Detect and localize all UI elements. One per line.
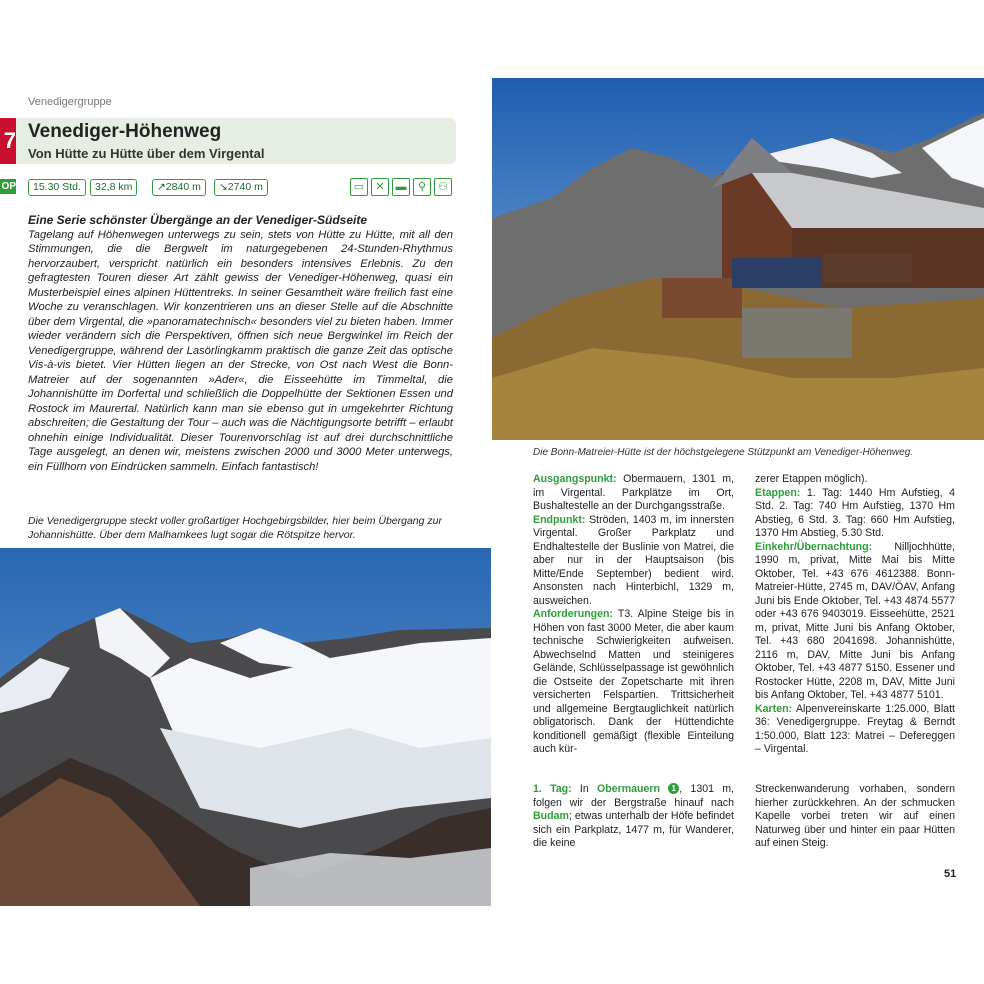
- info-column-2: [755, 473, 955, 757]
- tour-subtitle: Von Hütte zu Hütte über dem Virgental: [28, 146, 265, 161]
- mountain-panorama-photo: [0, 548, 491, 906]
- start-text: Obermauern, 1301 m, im Virgental. Parkplätze im Ort, Bushaltestelle an der Durchgangsstraße.: [533, 473, 734, 512]
- requirements-label: Anforderungen:: [533, 608, 614, 620]
- start-label: Ausgangspunkt:: [533, 473, 617, 485]
- caption-right: Die Bonn-Matreier-Hütte ist der höchstgelegene Stützpunkt am Venediger-Höhenweg.: [533, 447, 914, 458]
- route-text-2: ; etwas unterhalb der Höfe befindet sich ein Parkplatz, 1477 m, für Wanderer, die keine: [533, 810, 734, 849]
- intro-heading: Eine Serie schönster Übergänge an der Venediger-Südseite: [28, 213, 367, 227]
- route-text-1: , 1301 m, folgen wir der Bergstraße hinauf nach: [533, 783, 735, 809]
- hut-photo: [492, 78, 984, 440]
- stages-text: 1. Tag: 1440 Hm Aufstieg, 4 Std. 2. Tag: 740 Hm Aufstieg, 1370 Hm Abstieg, 6 Std. 3. Tag: 660 Hm Aufstieg, 1370 Hm Abstieg, 5.30 Std.: [755, 486, 955, 539]
- route-in: In: [579, 783, 589, 795]
- hut-bed-icon: ▬: [392, 178, 410, 196]
- descent-badge: ↘2740 m: [214, 179, 268, 196]
- intro-section: [28, 213, 453, 474]
- duration-badge: 15.30 Std.: [28, 179, 86, 196]
- route-column-2: [755, 783, 955, 851]
- end-text: Ströden, 1403 m, im innersten Virgental. Großer Parkplatz und Endhaltestelle der Buslinie von Matrei, die aber nur in der Hauptsaison (bis Mitte/Ende September) bedient wird. Ansonsten nach Hinterbichl, 1329 m, ausweichen.: [533, 513, 734, 607]
- accommodation-label: Einkehr/Übernachtung:: [755, 540, 873, 553]
- caption-left: Die Venedigergruppe steckt voller großartiger Hochgebirgsbilder, hier beim Übergang zur Johannishütte. Über dem Malhamkees lugt sogar die Rötspitze hervor.: [28, 515, 442, 541]
- end-label: Endpunkt:: [533, 513, 586, 526]
- ascent-badge: ↗2840 m: [152, 179, 206, 196]
- page-number: 51: [944, 868, 957, 880]
- maps-label: Karten:: [755, 702, 793, 715]
- info-column-1: [533, 473, 734, 757]
- bus-icon: ▭: [350, 178, 368, 196]
- route-text-3: Streckenwanderung vorhaben, sondern hierher zurückkehren. An der schmucken Kapelle vorbei treten wir auf einen Naturweg über und hinter ein paar Hütten auf einen Steig.: [755, 783, 955, 849]
- tour-title: Venediger-Höhenweg: [28, 121, 222, 142]
- maps-text: Alpenvereinskarte 1:25.000, Blatt 36: Venedigergruppe. Freytag & Berndt 1:50.000, Blatt 123: Matrei – Defereggen – Virgental.: [755, 702, 956, 755]
- accommodation-text: Nilljochhütte, 1990 m, privat, Mitte Mai bis Mitte Oktober, Tel. +43 676 4612388. Bonn-Matreier-Hütte, 2745 m, DAV/ÖAV, Anfang Juni bis Ende Oktober, Tel. +43 4874 5577 oder +43 676 9403019. Eisseehütte, 2521 m, privat, Mitte Juni bis Anfang Oktober, Tel. +43 680 2041698. Johannishütte, 2116 m, DAV, Mitte Juni bis Anfang Oktober, Tel. +43 4877 5150. Essener und Rostocker Hütte, 2208 m, DAV, Mitte Juni bis Anfang Oktober, Tel. +43 4877 5101.: [755, 540, 955, 701]
- day-label: 1. Tag:: [533, 783, 572, 795]
- place-budam: Budam: [533, 810, 569, 822]
- difficulty-badge: OP: [1, 181, 16, 192]
- hikers-icon: ⚲: [413, 178, 431, 196]
- distance-badge: 32,8 km: [90, 179, 137, 196]
- requirements-continued: zerer Etappen möglich).: [755, 473, 868, 485]
- intro-text: Tagelang auf Höhenwegen unterwegs zu sein, stets von Hütte zu Hütte, mit all den Stimmungen, die die Bergwelt im naturgegebenen 24-Stunden-Rhythmus hervorzaubert, verspricht natürlich ein besonders intensives Erlebnis. Zu den gefragtesten Touren dieser Art zählt gewiss der Venediger-Höhenweg, quasi ein Musterbeispiel eines alpinen Hüttentreks. In seiner Gesamtheit wäre freilich fast eine Woche zu veranschlagen. Wir konzentrieren uns an dieser Stelle auf die Abschnitte über dem Virgental, die »panoramatechnisch« besonders viel zu bieten haben. Immer wieder verändern sich die Perspektiven, öffnen sich neue Bergwinkel im Reich der Venedigergruppe, während der Lasörlingkamm praktisch die ganze Zeit das optische Vis-à-vis bietet. Vier Hütten liegen an der Strecke, von Ost nach West die Bonn-Matreier auf der sogenannten »Ader«, die Eisseehütte im Timmeltal, die Johannishütte im Dorfertal und schließlich die Doppelhütte der Sektionen Essen und Rostock im Maurertal. Natürlich kann man sie ebenso gut in umgekehrter Richtung abschreiten; die Gestaltung der Tour – auch was die Nächtigungsorte betrifft – erlaubt ohnehin einige Individualität. Dieser Tourenvorschlag ist auf drei durchschnittliche Tage ausgelegt, an denen wir, meistens zwischen 2000 und 3000 Meter unterwegs, ein Füllhorn von Eindrücken sammeln. Einfach fantastisch!: [28, 228, 453, 473]
- climbing-icon: ✕: [371, 178, 389, 196]
- stages-label: Etappen:: [755, 486, 801, 499]
- tour-number: 7: [0, 118, 16, 164]
- requirements-text: T3. Alpine Steige bis in Höhen von fast 3000 Meter, die aber kaum technische Schwierigkeiten aufweisen. Abwechselnd Matten und steinigeres Gelände, Schlüsselpassage ist gewöhnlich die Ostseite der Zopetscharte mit ihren versicherten Felspartien. Trittsicherheit und allgemeine Bergtauglichkeit natürlich obligatorisch. Dank der Hüttendichte konditionell gemäßigt (flexible Einteilung auch kür-: [533, 608, 734, 755]
- route-column-1: [533, 783, 734, 851]
- chapter-label: Venedigergruppe: [28, 96, 112, 108]
- waypoint-marker: 1: [668, 783, 679, 794]
- place-obermauern: Obermauern: [597, 783, 660, 795]
- family-icon: ⚇: [434, 178, 452, 196]
